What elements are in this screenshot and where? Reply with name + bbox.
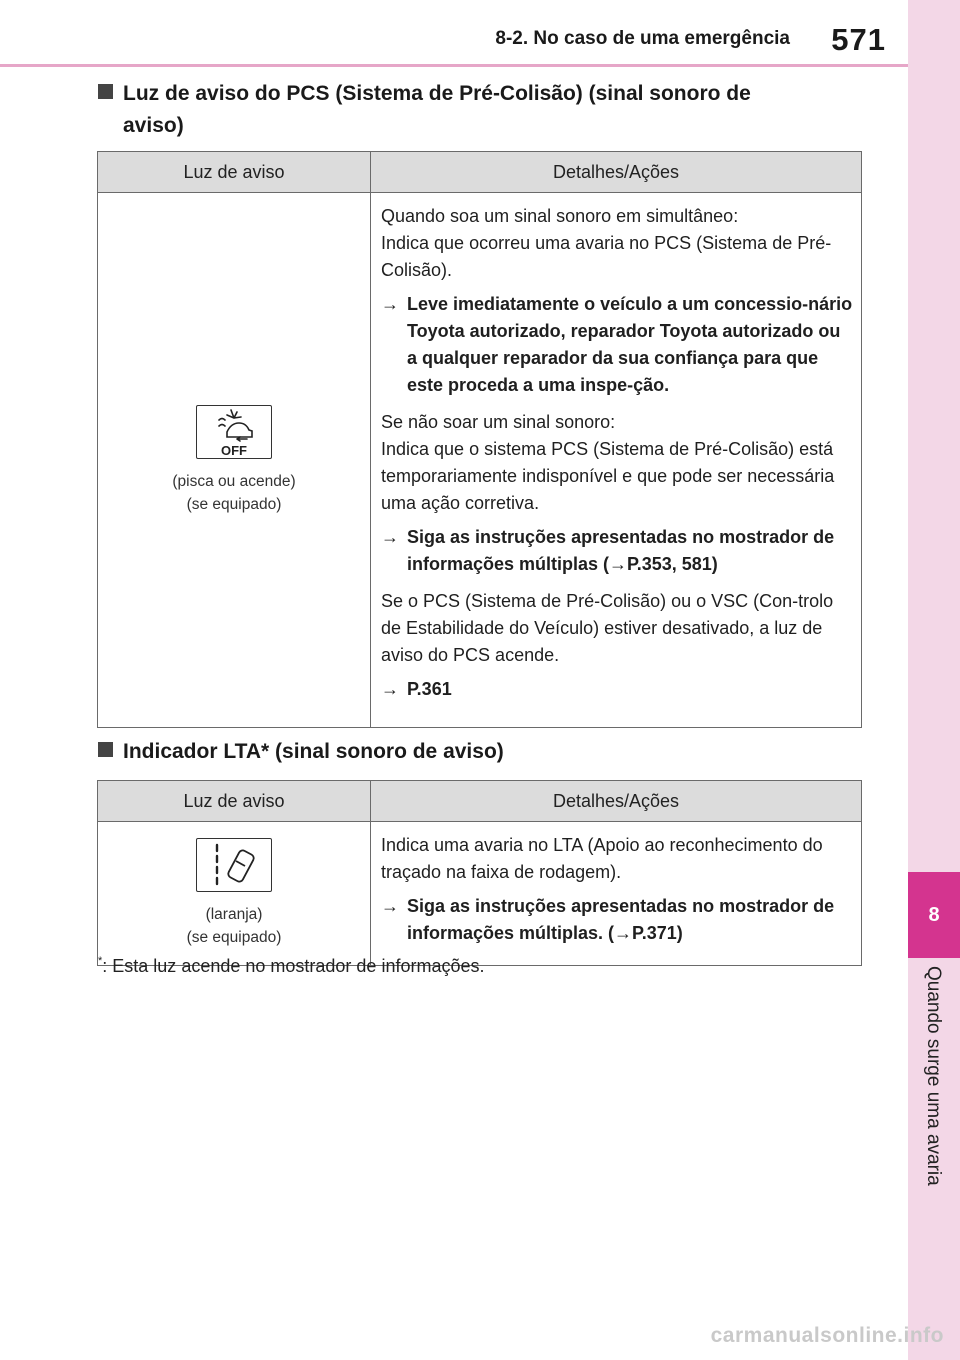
icon-caption: (pisca ou acende) — [172, 472, 296, 490]
description-text: Indica que ocorreu uma avaria no PCS (Sistema de Pré-Colisão). — [381, 233, 832, 280]
pcs-off-warning-icon — [196, 405, 272, 459]
condition-text: Quando soa um sinal sonoro em simultâneo: — [381, 206, 739, 226]
description-text: Se o PCS (Sistema de Pré-Colisão) ou o VSC (Con-trolo de Estabilidade do Veículo) estiver desativado, a luz de aviso do PCS acende. — [381, 591, 834, 665]
footnote-text: : Esta luz acende no mostrador de informações. — [102, 956, 485, 976]
header-divider — [0, 64, 908, 67]
watermark: carmanualsonline.info — [710, 1324, 944, 1347]
section-title: 8-2. No caso de uma emergência — [495, 28, 790, 49]
square-bullet-icon — [98, 742, 113, 757]
description-text: Indica uma avaria no LTA (Apoio ao reconhecimento do traçado na faixa de rodagem). — [381, 835, 823, 882]
chapter-number: 8 — [908, 872, 960, 958]
column-header-details: Detalhes/Ações — [371, 781, 862, 822]
page-header — [0, 0, 908, 66]
action-item: → P.361 — [381, 676, 855, 703]
description-text: Indica que o sistema PCS (Sistema de Pré-Colisão) está temporariamente indisponível e que pode ser necessária uma ação corretiva. — [381, 439, 835, 513]
lta-warning-table — [97, 780, 862, 966]
section-heading-lta: Indicador LTA* (sinal sonoro de aviso) — [98, 736, 818, 768]
action-item: → Siga as instruções apresentadas no mostrador de informações múltiplas. (→P.371) — [381, 893, 855, 947]
footnote-marker: * — [98, 955, 103, 967]
action-item: → Leve imediatamente o veículo a um concessio-nário Toyota autorizado, reparador Toyota autorizado ou a qualquer reparador da sua confiança para que este proceda a uma inspe-ção. — [381, 291, 855, 399]
icon-caption: (laranja) — [205, 906, 263, 923]
arrow-icon: → — [381, 896, 399, 916]
column-header-light: Luz de aviso — [98, 152, 371, 193]
chapter-title: Quando surge uma avaria — [923, 966, 944, 1186]
column-header-light: Luz de aviso — [98, 781, 371, 822]
action-item: → Siga as instruções apresentadas no mostrador de informações múltiplas (→P.353, 581) — [381, 524, 855, 578]
icon-caption-equipped: (se equipado) — [186, 929, 282, 946]
warning-light-cell — [98, 193, 371, 728]
lta-warning-icon — [196, 838, 272, 892]
section-heading-pcs: Luz de aviso do PCS (Sistema de Pré-Colisão) (sinal sonoro de aviso) — [98, 78, 818, 142]
arrow-icon: → — [381, 294, 399, 314]
square-bullet-icon — [98, 84, 113, 99]
warning-light-cell — [98, 822, 371, 966]
pcs-warning-table — [97, 151, 862, 728]
condition-text: Se não soar um sinal sonoro: — [381, 412, 616, 432]
arrow-icon: → — [381, 679, 399, 699]
arrow-icon: → — [381, 527, 399, 547]
details-cell — [371, 822, 862, 966]
page-number: 571 — [831, 22, 886, 57]
pcs-off-label: OFF — [221, 442, 247, 458]
column-header-details: Detalhes/Ações — [371, 152, 862, 193]
footnote — [98, 955, 484, 977]
icon-caption-equipped: (se equipado) — [186, 495, 282, 513]
chapter-side-tab — [908, 0, 960, 1360]
details-cell — [371, 193, 862, 728]
